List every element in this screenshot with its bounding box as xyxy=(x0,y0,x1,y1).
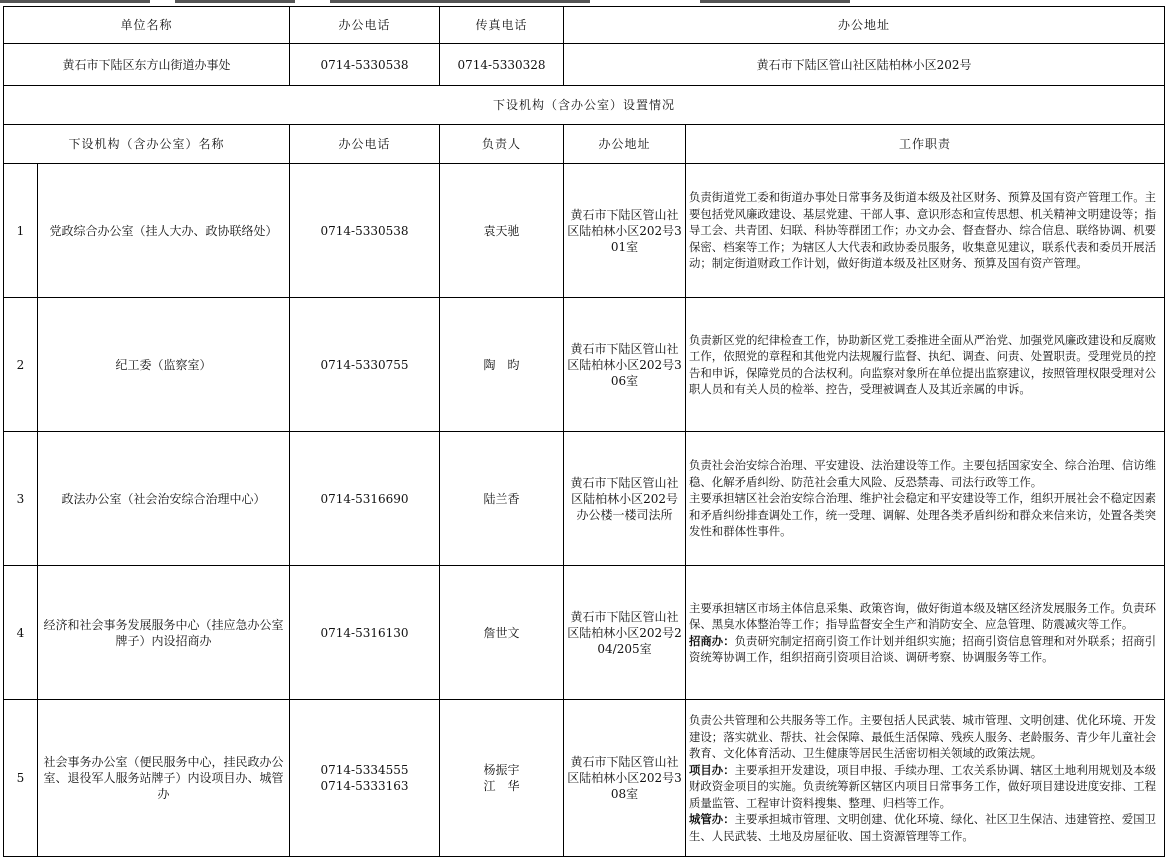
department-address: 黄石市下陆区管山社区陆柏林小区202号办公楼一楼司法所 xyxy=(564,432,686,566)
department-phone-primary: 0714-5334555 xyxy=(320,763,409,777)
department-phone: 0714-5330755 xyxy=(290,298,440,432)
department-leader: 詹世文 xyxy=(440,566,564,700)
section-title-row xyxy=(4,86,1165,125)
table-row xyxy=(4,164,1165,298)
office-phone-header: 办公电话 xyxy=(290,7,440,44)
department-address: 黄石市下陆区管山社区陆柏林小区202号306室 xyxy=(564,298,686,432)
department-leader-primary: 杨振宇 xyxy=(483,763,520,777)
duties-paragraph: 负责社会治安综合治理、平安建设、法治建设等工作。主要包括国家安全、综合治理、信访维稳、化解矛盾纠纷、防范社会重大风险、反恐禁毒、司法行政等工作。 xyxy=(689,458,1157,489)
department-duties xyxy=(686,700,1165,857)
row-number: 2 xyxy=(4,298,38,432)
department-leader: 陶 昀 xyxy=(440,298,564,432)
unit-fax: 0714-5330328 xyxy=(440,44,564,86)
duties-sub-label: 城管办： xyxy=(689,812,735,826)
department-duties xyxy=(686,432,1165,566)
department-name: 党政综合办公室（挂人大办、政协联络处） xyxy=(38,164,290,298)
table-row xyxy=(4,566,1165,700)
department-phone: 0714-5316130 xyxy=(290,566,440,700)
department-address: 黄石市下陆区管山社区陆柏林小区202号308室 xyxy=(564,700,686,857)
department-duties: 负责街道党工委和街道办事处日常事务及街道本级及社区财务、预算及国有资产管理工作。主要包括党风廉政建设、基层党建、干部人事、意识形态和宣传思想、机关精神文明建设等；指导工会、共青团、妇联、科协等群团工作；办文办会、督查督办、综合信息、联络协调、机要保密、档案等工作；为辖区人大代表和政协委员服务，收集意见建议，联系代表和委员开展活动；制定街道财政工作计划，做好街道本级及社区财务、预算及国有资产管理。 xyxy=(686,164,1165,298)
department-name-header: 下设机构（含办公室）名称 xyxy=(4,125,290,164)
department-name: 政法办公室（社会治安综合治理中心） xyxy=(38,432,290,566)
office-address-header: 办公地址 xyxy=(564,7,1165,44)
sub-header-row xyxy=(4,125,1165,164)
duties-paragraph xyxy=(689,762,1161,812)
duties-paragraph xyxy=(689,633,1161,666)
department-phone: 0714-5330538 xyxy=(290,164,440,298)
duties-sub-text: 负责研究制定招商引资工作计划并组织实施；招商引资信息管理和对外联系；招商引资统筹协调工作，组织招商引资项目洽谈、调研考察、协调服务等工作。 xyxy=(689,633,1157,664)
row-number: 5 xyxy=(4,700,38,857)
duties-sub-label: 项目办： xyxy=(689,762,735,777)
department-phone xyxy=(290,700,440,857)
duties-sub-text: 主要承担城市管理、文明创建、优化环境、绿化、社区卫生保洁、违建管控、爱国卫生、人民武装、土地及房屋征收、国土资源管理等工作。 xyxy=(689,812,1157,843)
department-address-header: 办公地址 xyxy=(564,125,686,164)
department-name: 社会事务办公室（便民服务中心，挂民政办公室、退役军人服务站牌子）内设项目办、城管办 xyxy=(38,700,290,857)
department-leader: 陆兰香 xyxy=(440,432,564,566)
row-number: 4 xyxy=(4,566,38,700)
department-leader: 袁天驰 xyxy=(440,164,564,298)
department-address: 黄石市下陆区管山社区陆柏林小区202号204/205室 xyxy=(564,566,686,700)
fax-header: 传真电话 xyxy=(440,7,564,44)
leader-header: 负责人 xyxy=(440,125,564,164)
department-duties xyxy=(686,566,1165,700)
duties-paragraph xyxy=(689,811,1161,844)
duties-header: 工作职责 xyxy=(686,125,1165,164)
department-phone-secondary: 0714-5333163 xyxy=(320,779,409,793)
table-row xyxy=(4,700,1165,857)
row-number: 3 xyxy=(4,432,38,566)
unit-header-row xyxy=(4,7,1165,44)
row-number: 1 xyxy=(4,164,38,298)
table-row xyxy=(4,298,1165,432)
table-row xyxy=(4,432,1165,566)
duties-sub-text: 主要承担开发建设，项目申报、手续办理、工农关系协调、辖区土地利用规划及本级财政资金项目的实施。负责统筹新区辖区内项目日常事务工作，做好项目建设进度安排、工程质量监管、工程审计资料搜集、整理、归档等工作。 xyxy=(689,762,1157,810)
duties-paragraph: 主要承担辖区市场主体信息采集、政策咨询，做好街道本级及辖区经济发展服务工作。负责环保、黑臭水体整治等工作；指导监督安全生产和消防安全、应急管理、防震减灾等工作。 xyxy=(689,600,1157,631)
department-phone-header: 办公电话 xyxy=(290,125,440,164)
department-phone: 0714-5316690 xyxy=(290,432,440,566)
department-leader xyxy=(440,700,564,857)
duties-sub-label: 招商办： xyxy=(689,633,735,648)
department-name: 纪工委（监察室） xyxy=(38,298,290,432)
unit-name-header: 单位名称 xyxy=(4,7,290,44)
duties-paragraph: 负责公共管理和公共服务等工作。主要包括人民武装、城市管理、文明创建、优化环境、开发建设；落实就业、帮扶、社会保障、最低生活保障、残疾人服务、老龄服务、青少年儿童社会教育、文化体育活动、卫生健康等居民生活密切相关领域的政策法规。 xyxy=(689,713,1157,760)
unit-row xyxy=(4,44,1165,86)
unit-phone: 0714-5330538 xyxy=(290,44,440,86)
organization-table xyxy=(3,6,1165,857)
unit-name: 黄石市下陆区东方山街道办事处 xyxy=(4,44,290,86)
duties-paragraph: 主要承担辖区社会治安综合治理、维护社会稳定和平安建设等工作，组织开展社会不稳定因素和矛盾纠纷排查调处工作，统一受理、调解、处理各类矛盾纠纷和群众来信来访，处置各类突发性和群体性事件。 xyxy=(689,491,1157,539)
department-duties: 负责新区党的纪律检查工作，协助新区党工委推进全面从严治党、加强党风廉政建设和反腐败工作，依照党的章程和其他党内法规履行监督、执纪、调查、问责、处置职责。受理党员的控告和申诉，保障党员的合法权利。向监察对象所在单位提出监察建议，按照管理权限受理对公职人员和有关人员的检举、控告，受理被调查人及其近亲属的申诉。 xyxy=(686,298,1165,432)
section-title: 下设机构（含办公室）设置情况 xyxy=(4,86,1165,125)
department-name: 经济和社会事务发展服务中心（挂应急办公室牌子）内设招商办 xyxy=(38,566,290,700)
unit-address: 黄石市下陆区管山社区陆柏林小区202号 xyxy=(564,44,1165,86)
department-leader-secondary: 江 华 xyxy=(483,779,520,793)
page-top-edge xyxy=(0,0,1169,4)
department-address: 黄石市下陆区管山社区陆柏林小区202号301室 xyxy=(564,164,686,298)
